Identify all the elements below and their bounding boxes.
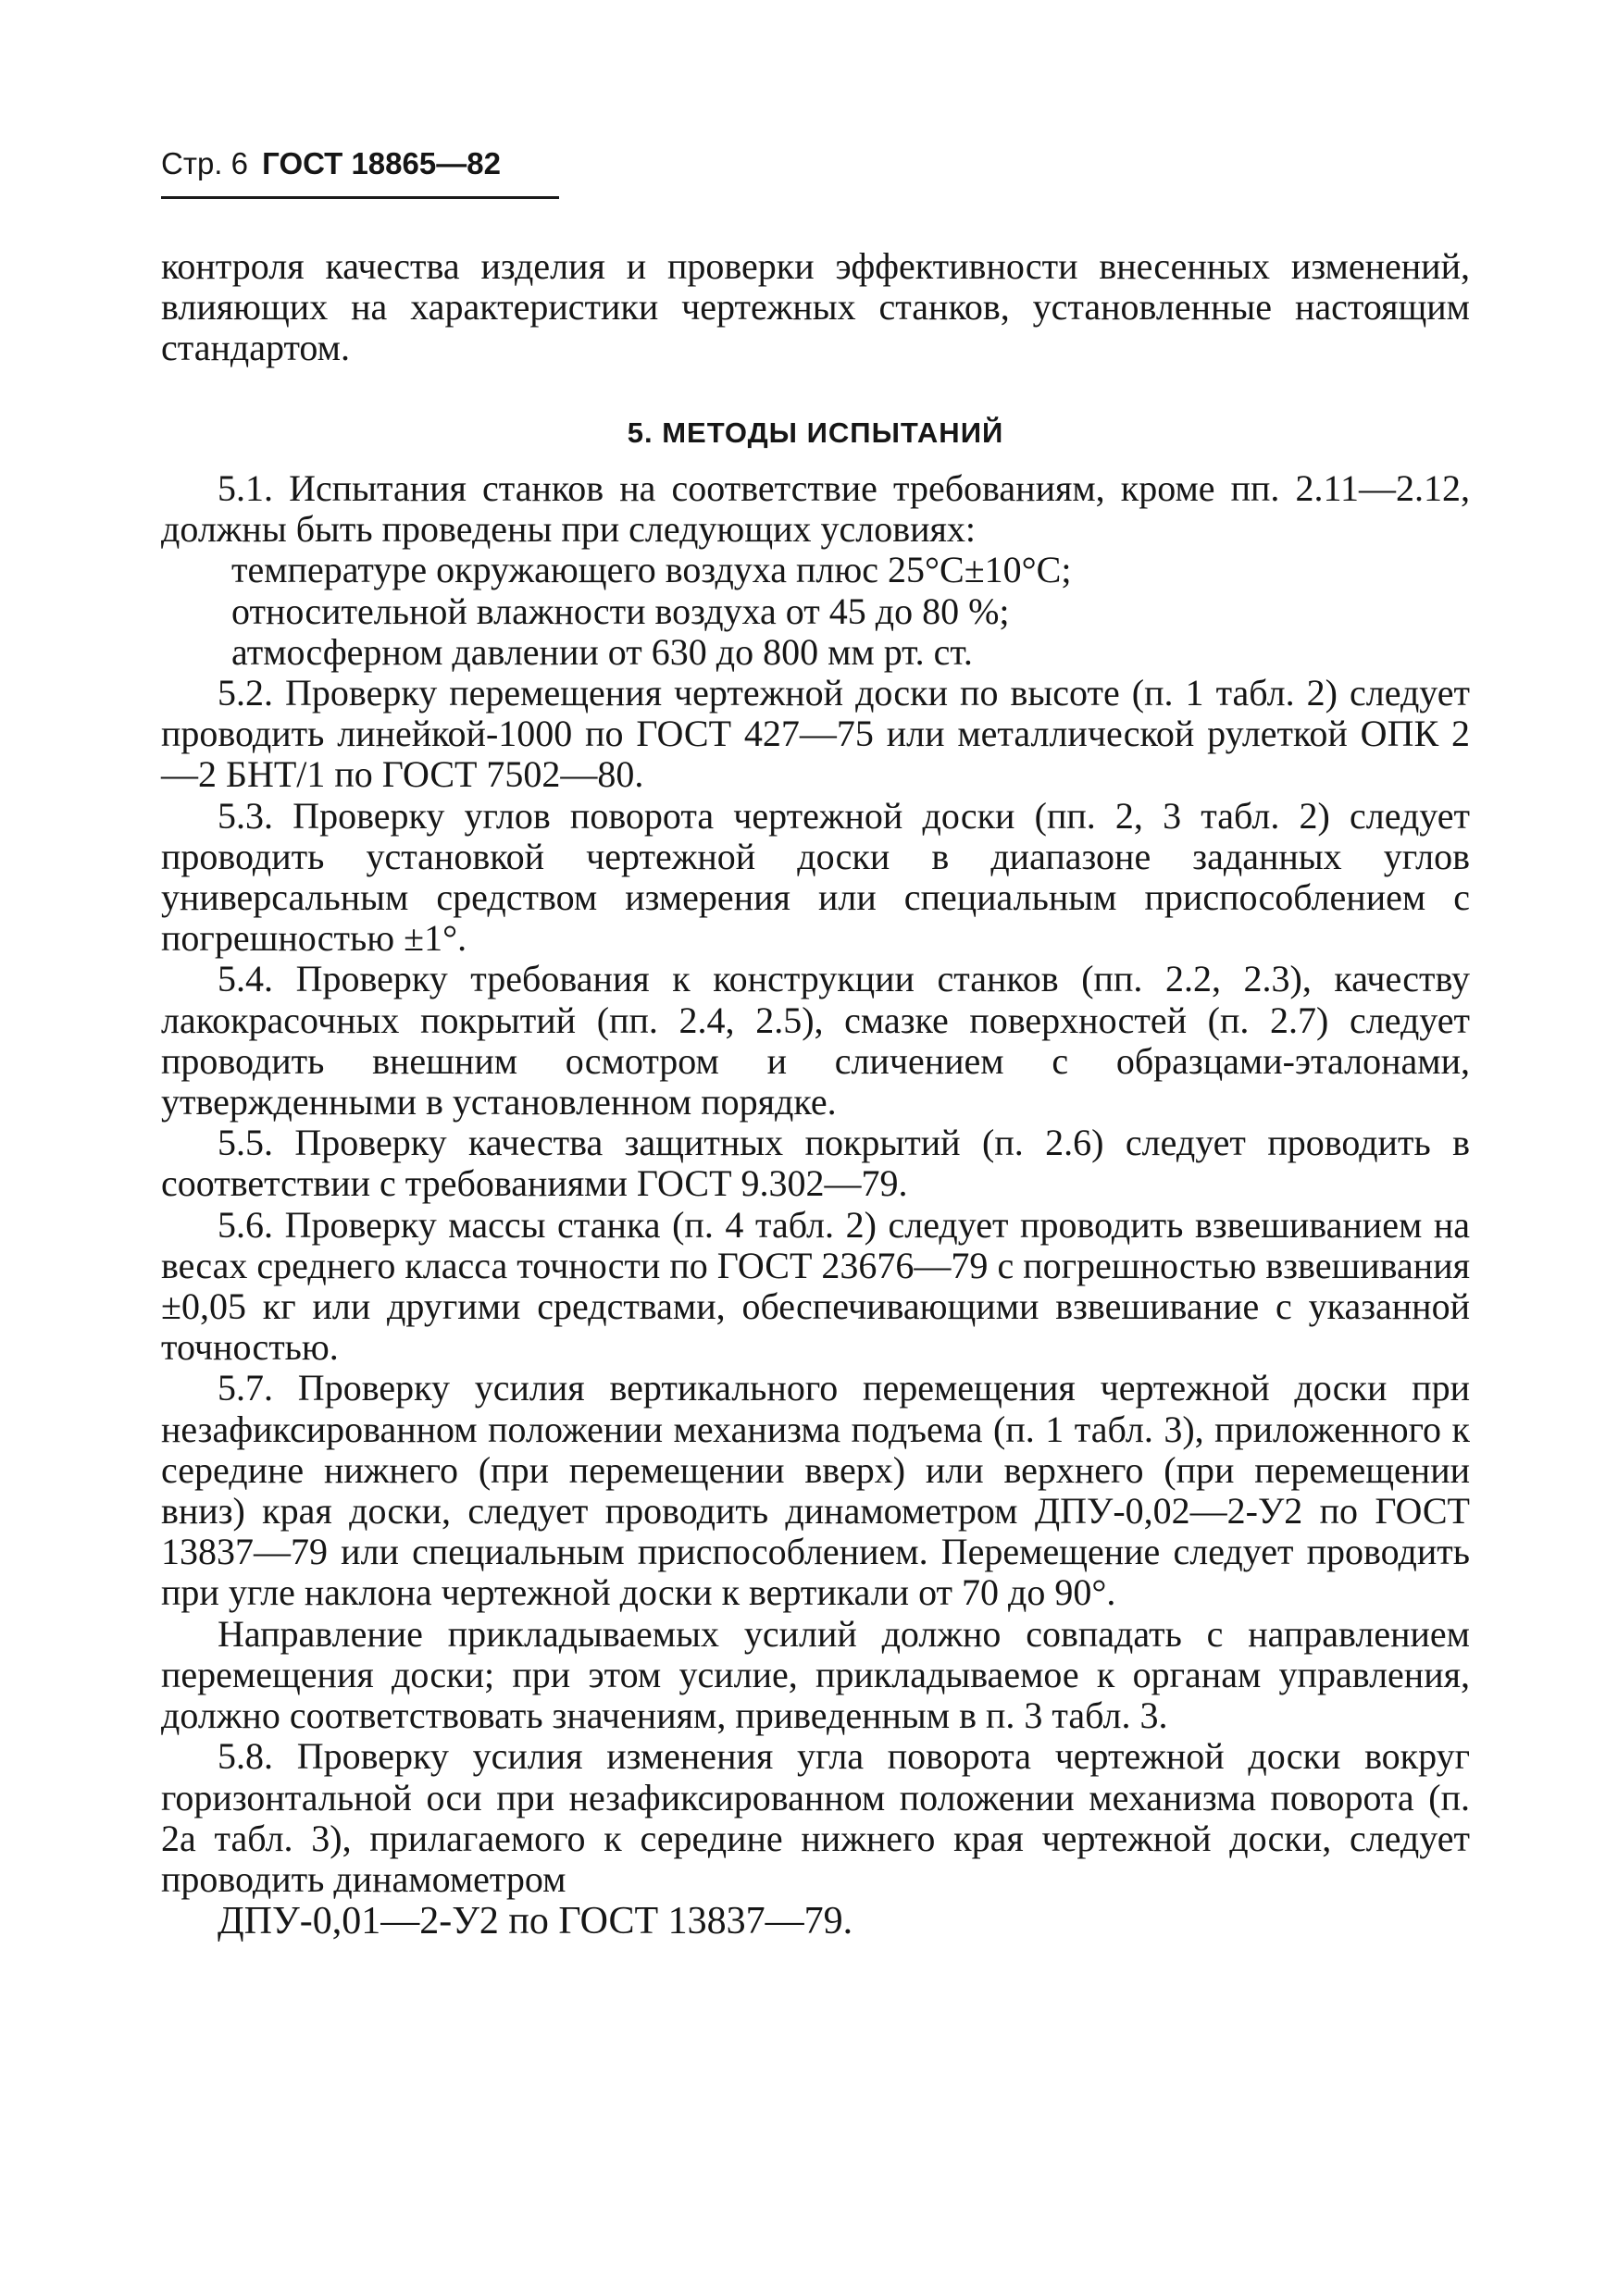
intro-paragraph: контроля качества изделия и проверки эффективности внесенных изменений, влияющих на характеристики чертежных станков, установленные настоящим стандартом.	[161, 245, 1470, 369]
clause-5-4: 5.4. Проверку требования к конструкции станков (пп. 2.2, 2.3), качеству лакокрасочных покрытий (пп. 2.4, 2.5), смазке поверхностей (п. 2.7) следует проводить внешним осмотром и сличением с образцами-эталонами, утвержденными в установленном порядке.	[161, 958, 1470, 1123]
clause-5-7-continuation: Направление прикладываемых усилий должно совпадать с направлением перемещения доски; при этом усилие, прикладываемое к органам управления, должно соответствовать значениям, приведенным в п. 3 табл. 3.	[161, 1612, 1470, 1737]
standard-code: ГОСТ 18865—82	[262, 146, 501, 180]
condition-temperature: температуре окружающего воздуха плюс 25°С±10°С;	[231, 549, 1072, 591]
clause-5-3: 5.3. Проверку углов поворота чертежной доски (пп. 2, 3 табл. 2) следует проводить установкой чертежной доски в диапазоне заданных углов универсальным средством измерения или специальным приспособлением с погрешностью ±1°.	[161, 794, 1470, 960]
section-body	[161, 468, 1470, 1942]
clause-5-5: 5.5. Проверку качества защитных покрытий (п. 2.6) следует проводить в соответствии с требованиями ГОСТ 9.302—79.	[161, 1122, 1470, 1205]
condition-humidity: относительной влажности воздуха от 45 до 80 %;	[231, 590, 1010, 632]
page-number-label: Стр. 6	[161, 146, 248, 180]
header-rule	[161, 196, 559, 199]
running-header	[161, 145, 501, 182]
intro-block	[161, 246, 1470, 369]
section-heading: 5. МЕТОДЫ ИСПЫТАНИЙ	[627, 416, 1004, 449]
clause-5-8: 5.8. Проверку усилия изменения угла поворота чертежной доски вокруг горизонтальной оси при незафиксированном положении механизма поворота (п. 2а табл. 3), прилагаемого к середине нижнего края чертежной доски, следует проводить динамометром	[161, 1735, 1470, 1900]
clause-5-2: 5.2. Проверку перемещения чертежной доски по высоте (п. 1 табл. 2) следует проводить линейкой-1000 по ГОСТ 427—75 или металлической рулеткой ОПК 2—2 БНТ/1 по ГОСТ 7502—80.	[161, 672, 1470, 796]
clause-5-6: 5.6. Проверку массы станка (п. 4 табл. 2) следует проводить взвешиванием на весах среднего класса точности по ГОСТ 23676—79 с погрешностью взвешивания ±0,05 кг или другими средствами, обеспечивающими взвешивание с указанной точностью.	[161, 1203, 1470, 1369]
condition-pressure: атмосферном давлении от 630 до 800 мм рт. ст.	[231, 630, 973, 673]
clause-5-8-end: ДПУ-0,01—2-У2 по ГОСТ 13837—79.	[218, 1900, 853, 1943]
clause-5-7: 5.7. Проверку усилия вертикального перемещения чертежной доски при незафиксированном положении механизма подъема (п. 1 табл. 3), приложенного к середине нижнего (при перемещении вверх) или верхнего (при перемещении вниз) края доски, следует проводить динамометром ДПУ-0,02—2-У2 по ГОСТ 13837—79 или специальным приспособлением. Перемещение следует проводить при угле наклона чертежной доски к вертикали от 70 до 90°.	[161, 1367, 1470, 1614]
clause-5-1: 5.1. Испытания станков на соответствие требованиям, кроме пп. 2.11—2.12, должны быть проведены при следующих условиях:	[161, 467, 1470, 551]
